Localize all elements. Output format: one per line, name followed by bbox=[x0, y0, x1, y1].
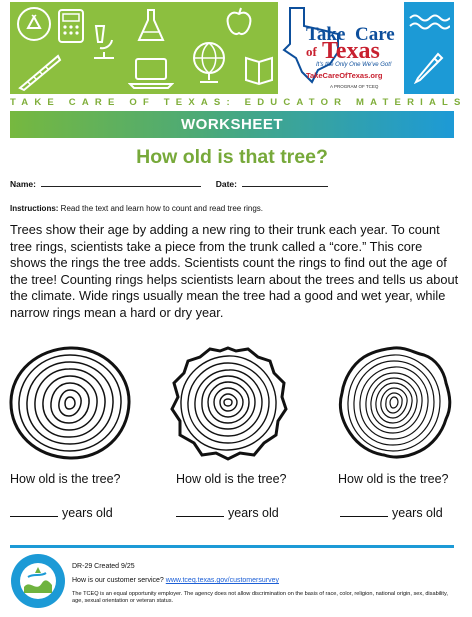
tree-1-answer bbox=[10, 505, 113, 520]
calculator-icon bbox=[56, 8, 86, 44]
name-field[interactable] bbox=[41, 179, 201, 187]
logo-tagline: It's the Only One We've Got! bbox=[316, 62, 392, 68]
tree-1-answer-blank[interactable] bbox=[10, 505, 58, 517]
tree-ring-2 bbox=[170, 345, 288, 461]
footer-divider bbox=[10, 545, 454, 548]
logo-program: A PROGRAM OF TCEQ bbox=[330, 84, 379, 89]
body-paragraph: Trees show their age by adding a new ring to their trunk each year. To count tree rings, scientists take a piece from the trunk called a “core.” This core shows the rings the tree adds. Scientists count the rings to find out the age of the tree! Counting rings helps scientists learn about the trees and tells us about the climate. Wide rings usually mean the tree had a good and wet year, while narrow rings mean a hard or dry year. bbox=[10, 222, 459, 320]
tree-2-answer bbox=[176, 505, 279, 520]
logo-url: TakeCareOfTexas.org bbox=[306, 71, 383, 80]
tree-ring-1 bbox=[8, 345, 132, 461]
logo-of: of bbox=[306, 44, 317, 59]
flask-icon bbox=[135, 8, 167, 44]
page-title: How old is that tree? bbox=[136, 146, 328, 168]
tree-2-answer-suffix: years old bbox=[228, 506, 279, 520]
tree-1-question: How old is the tree? bbox=[10, 472, 121, 486]
eeo-statement: The TCEQ is an equal opportunity employer. The agency does not allow discrimination on the basis of race, color, religion, national origin, sex, disability, age, sexual orientation or veteran status. bbox=[72, 591, 448, 605]
recycle-icon bbox=[16, 6, 52, 42]
instructions-label: Instructions: bbox=[10, 204, 59, 213]
logo-care: Care bbox=[355, 24, 395, 45]
laptop-icon bbox=[128, 56, 174, 90]
banner-doodle-panel bbox=[10, 2, 278, 94]
pencil-icon bbox=[412, 50, 446, 84]
logo-take: Take bbox=[306, 24, 346, 45]
tree-2-question: How old is the tree? bbox=[176, 472, 287, 486]
tceq-seal-icon bbox=[10, 553, 66, 609]
tree-ring-3 bbox=[336, 345, 454, 461]
instructions-text: Read the text and learn how to count and read tree rings. bbox=[58, 204, 264, 213]
survey-prompt: How is our customer service? bbox=[72, 577, 164, 584]
date-label: Date: bbox=[215, 179, 237, 189]
globe-icon bbox=[188, 38, 230, 86]
logo-texas: Texas bbox=[322, 38, 380, 64]
water-wave-icon bbox=[408, 10, 450, 32]
banner bbox=[10, 2, 454, 94]
book-icon bbox=[242, 52, 276, 86]
tree-3-answer-blank[interactable] bbox=[340, 505, 388, 517]
instructions bbox=[10, 204, 263, 213]
tree-2-answer-blank[interactable] bbox=[176, 505, 224, 517]
date-field[interactable] bbox=[242, 179, 328, 187]
ruler-icon bbox=[18, 52, 62, 92]
name-label: Name: bbox=[10, 179, 36, 189]
survey-line bbox=[72, 577, 279, 584]
survey-link[interactable]: www.tceq.texas.gov/customersurvey bbox=[165, 577, 279, 584]
name-date-row bbox=[10, 179, 328, 189]
educator-materials-heading: TAKE CARE OF TEXAS: EDUCATOR MATERIALS bbox=[10, 97, 467, 108]
wave-panel bbox=[404, 2, 454, 94]
tree-3-answer-suffix: years old bbox=[392, 506, 443, 520]
microscope-icon bbox=[86, 22, 120, 62]
tree-3-answer bbox=[340, 505, 443, 520]
apple-icon bbox=[224, 6, 254, 38]
tree-3-question: How old is the tree? bbox=[338, 472, 449, 486]
tree-1-answer-suffix: years old bbox=[62, 506, 113, 520]
document-code: DR-29 Created 9/25 bbox=[72, 563, 135, 570]
worksheet-bar: WORKSHEET bbox=[10, 111, 454, 138]
